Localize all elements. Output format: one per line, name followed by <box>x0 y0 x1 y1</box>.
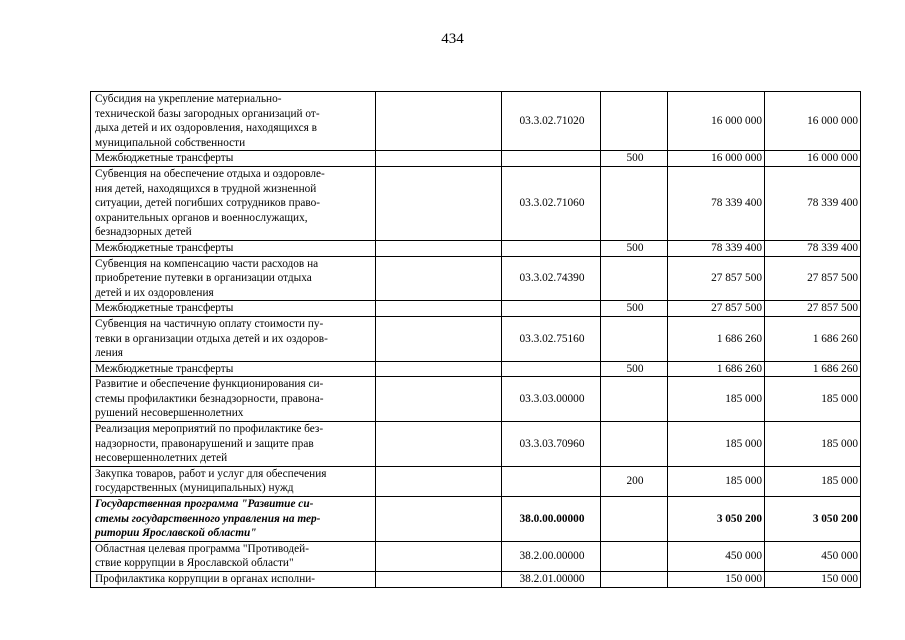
row-sum2-cell: 1 686 260 <box>765 361 861 377</box>
table-row <box>91 92 861 151</box>
row-blank-cell <box>376 256 502 301</box>
row-blank-cell <box>376 301 502 317</box>
table-row <box>91 422 861 467</box>
row-sum1-cell: 185 000 <box>668 377 765 422</box>
row-vid-cell <box>601 166 668 240</box>
row-vid-cell: 500 <box>601 151 668 167</box>
row-name-line: надзорности, правонарушений и защите прав <box>95 437 314 450</box>
row-name-line: государственных (муниципальных) нужд <box>95 482 294 495</box>
row-code-cell <box>502 301 601 317</box>
row-vid-cell <box>601 316 668 361</box>
row-vid-cell: 500 <box>601 301 668 317</box>
row-vid-cell <box>601 541 668 571</box>
row-sum1-cell: 1 686 260 <box>668 316 765 361</box>
row-sum1-cell: 450 000 <box>668 541 765 571</box>
row-code-cell: 38.0.00.00000 <box>502 497 601 542</box>
row-blank-cell <box>376 377 502 422</box>
row-name-line: Субвенция на частичную оплату стоимости пу- <box>95 317 324 330</box>
row-name-line: тевки в организации отдыха детей и их оздоров- <box>95 332 328 345</box>
row-blank-cell <box>376 166 502 240</box>
row-name-line: Государственная программа "Развитие си- <box>95 498 314 511</box>
row-sum2-cell: 78 339 400 <box>765 166 861 240</box>
row-name-line: Профилактика коррупции в органах исполни- <box>95 573 316 585</box>
row-name-line: несовершеннолетних детей <box>95 452 228 465</box>
row-name-cell <box>91 256 376 301</box>
row-code-cell: 03.3.02.74390 <box>502 256 601 301</box>
row-sum1-cell: 3 050 200 <box>668 497 765 542</box>
row-sum2-cell: 27 857 500 <box>765 256 861 301</box>
row-name-line: детей и их оздоровления <box>95 286 214 299</box>
row-blank-cell <box>376 541 502 571</box>
row-code-cell <box>502 151 601 167</box>
page-number: 434 <box>441 31 464 47</box>
row-vid-cell <box>601 497 668 542</box>
row-sum1-cell: 185 000 <box>668 466 765 496</box>
row-sum1-cell: 150 000 <box>668 572 765 588</box>
row-blank-cell <box>376 151 502 167</box>
row-name-cell <box>91 497 376 542</box>
row-vid-cell <box>601 422 668 467</box>
row-code-cell: 03.3.02.71060 <box>502 166 601 240</box>
row-name-line: стемы профилактики безнадзорности, правона- <box>95 392 324 405</box>
table-row <box>91 572 861 588</box>
table-row <box>91 151 861 167</box>
row-vid-cell: 200 <box>601 466 668 496</box>
row-sum2-cell: 185 000 <box>765 466 861 496</box>
row-vid-cell <box>601 572 668 588</box>
table-row <box>91 316 861 361</box>
row-blank-cell <box>376 422 502 467</box>
row-sum2-cell: 450 000 <box>765 541 861 571</box>
row-sum1-cell: 78 339 400 <box>668 240 765 256</box>
row-sum1-cell: 16 000 000 <box>668 151 765 167</box>
row-code-cell <box>502 466 601 496</box>
row-name-cell <box>91 316 376 361</box>
row-name-cell <box>91 466 376 496</box>
row-name-cell <box>91 151 376 167</box>
row-vid-cell: 500 <box>601 240 668 256</box>
row-name-line: Областная целевая программа "Противодей- <box>95 542 309 555</box>
row-name-line: ления <box>95 347 123 360</box>
row-sum2-cell: 1 686 260 <box>765 316 861 361</box>
table-row <box>91 497 861 542</box>
row-sum2-cell: 150 000 <box>765 572 861 588</box>
row-code-cell: 03.3.03.70960 <box>502 422 601 467</box>
table-row <box>91 256 861 301</box>
row-name-line: Закупка товаров, работ и услуг для обеспечения <box>95 467 327 480</box>
row-sum1-cell: 78 339 400 <box>668 166 765 240</box>
row-name-line: муниципальной собственности <box>95 136 246 149</box>
row-sum2-cell: 185 000 <box>765 377 861 422</box>
row-blank-cell <box>376 316 502 361</box>
row-name-cell <box>91 541 376 571</box>
table-row <box>91 240 861 256</box>
row-name-line: Субсидия на укрепление материально- <box>95 93 282 105</box>
row-sum2-cell: 3 050 200 <box>765 497 861 542</box>
budget-table <box>90 91 861 588</box>
table-row <box>91 541 861 571</box>
row-name-line: охранительных органов и военнослужащих, <box>95 211 308 224</box>
row-name-line: ния детей, находящихся в трудной жизненной <box>95 182 317 195</box>
row-sum2-cell: 185 000 <box>765 422 861 467</box>
row-name-line: рушений несовершеннолетних <box>95 407 244 420</box>
row-name-line: Межбюджетные трансферты <box>95 362 234 375</box>
row-blank-cell <box>376 361 502 377</box>
row-sum1-cell: 27 857 500 <box>668 301 765 317</box>
row-name-cell <box>91 361 376 377</box>
table-row <box>91 377 861 422</box>
row-sum2-cell: 16 000 000 <box>765 151 861 167</box>
row-sum2-cell: 16 000 000 <box>765 92 861 151</box>
row-vid-cell <box>601 256 668 301</box>
row-sum2-cell: 78 339 400 <box>765 240 861 256</box>
row-vid-cell: 500 <box>601 361 668 377</box>
row-code-cell: 03.3.03.00000 <box>502 377 601 422</box>
table-row <box>91 466 861 496</box>
row-sum1-cell: 27 857 500 <box>668 256 765 301</box>
row-sum1-cell: 16 000 000 <box>668 92 765 151</box>
row-blank-cell <box>376 497 502 542</box>
row-name-line: Межбюджетные трансферты <box>95 302 234 315</box>
row-code-cell: 03.3.02.75160 <box>502 316 601 361</box>
table-row <box>91 361 861 377</box>
row-code-cell: 38.2.01.00000 <box>502 572 601 588</box>
row-blank-cell <box>376 572 502 588</box>
row-name-line: ритории Ярославской области" <box>95 527 257 540</box>
row-blank-cell <box>376 240 502 256</box>
row-code-cell <box>502 240 601 256</box>
row-name-line: Межбюджетные трансферты <box>95 241 234 254</box>
row-sum1-cell: 185 000 <box>668 422 765 467</box>
row-vid-cell <box>601 92 668 151</box>
row-name-line: Развитие и обеспечение функционирования си- <box>95 378 324 391</box>
row-name-line: Реализация мероприятий по профилактике без- <box>95 423 324 436</box>
table-row <box>91 301 861 317</box>
row-name-line: Субвенция на обеспечение отдыха и оздоровле- <box>95 167 325 180</box>
row-name-line: ситуации, детей погибших сотрудников право- <box>95 197 321 210</box>
row-name-line: ствие коррупции в Ярославской области" <box>95 557 294 570</box>
row-vid-cell <box>601 377 668 422</box>
row-sum1-cell: 1 686 260 <box>668 361 765 377</box>
row-blank-cell <box>376 92 502 151</box>
row-code-cell: 03.3.02.71020 <box>502 92 601 151</box>
row-name-cell <box>91 572 376 588</box>
row-code-cell: 38.2.00.00000 <box>502 541 601 571</box>
row-name-line: стемы государственного управления на тер- <box>95 512 321 525</box>
row-name-line: Субвенция на компенсацию части расходов на <box>95 257 319 270</box>
row-name-cell <box>91 92 376 151</box>
budget-table-body <box>91 92 861 588</box>
row-name-line: Межбюджетные трансферты <box>95 152 234 165</box>
row-code-cell <box>502 361 601 377</box>
row-name-cell <box>91 240 376 256</box>
row-name-line: дыха детей и их оздоровления, находящихся в <box>95 122 317 135</box>
row-name-cell <box>91 377 376 422</box>
table-row <box>91 166 861 240</box>
row-name-cell <box>91 301 376 317</box>
row-blank-cell <box>376 466 502 496</box>
row-sum2-cell: 27 857 500 <box>765 301 861 317</box>
row-name-line: технической базы загородных организаций от- <box>95 107 320 120</box>
row-name-cell <box>91 166 376 240</box>
row-name-cell <box>91 422 376 467</box>
row-name-line: приобретение путевки в организации отдыха <box>95 272 312 285</box>
row-name-line: безнадзорных детей <box>95 226 192 239</box>
